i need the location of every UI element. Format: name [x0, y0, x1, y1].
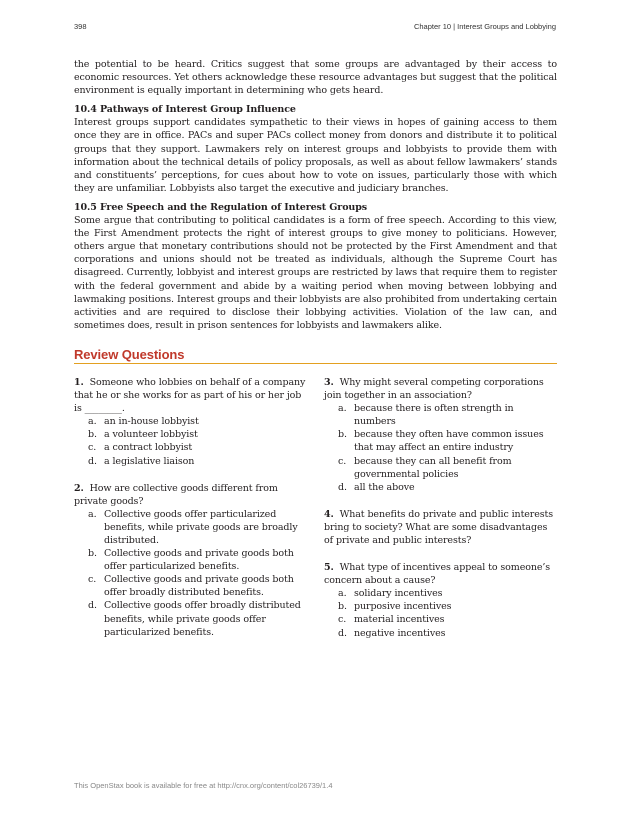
answer-choice — [88, 455, 307, 468]
section-body: Interest groups support candidates sympathetic to their views in hopes of gaining access to them once they are in office. PACs and super PACs collect money from donors and distribute it to political groups that they support. Lawmakers rely on interest groups and lobbyists to provide them with information about the technical details of policy proposals, as well as about fellow lawmakers’ stands and constituents’ perceptions, for cues about how to vote on issues, particularly those with which they are unfamiliar. Lobbyists also target the executive and judiciary branches. — [74, 117, 557, 194]
question-text: How are collective goods different from private goods? — [74, 482, 278, 507]
answer-choice — [338, 455, 557, 481]
question-stem — [74, 376, 307, 415]
choice-letter: b. — [88, 429, 97, 441]
answer-choice — [338, 627, 557, 640]
choice-text: Collective goods and private goods both offer broadly distributed benefits. — [104, 574, 294, 599]
choice-list — [74, 415, 307, 467]
choice-letter: b. — [338, 601, 347, 613]
answer-choice — [88, 573, 307, 599]
section-heading: 10.5 Free Speech and the Regulation of Interest Groups — [74, 201, 368, 213]
answer-choice — [338, 402, 557, 428]
answer-choice — [338, 481, 557, 494]
left-column — [74, 376, 307, 654]
choice-letter: d. — [338, 627, 347, 639]
choice-text: because there is often strength in numbers — [354, 403, 514, 428]
question-number: 5. — [324, 562, 334, 574]
choice-text: a legislative liaison — [104, 455, 195, 467]
section-pathways — [74, 103, 557, 195]
section-free-speech — [74, 201, 557, 332]
question-number: 2. — [74, 482, 84, 494]
choice-letter: a. — [338, 588, 347, 600]
choice-letter: a. — [88, 416, 97, 428]
question-stem — [324, 561, 557, 587]
page-content — [74, 58, 557, 654]
choice-text: purposive incentives — [354, 601, 452, 613]
choice-text: solidary incentives — [354, 588, 443, 600]
choice-letter: d. — [338, 481, 347, 493]
choice-text: Collective goods and private goods both offer particularized benefits. — [104, 548, 294, 573]
choice-text: Collective goods offer particularized benefits, while private goods are broadly distributed. — [104, 508, 298, 546]
choice-text: Collective goods offer broadly distributed benefits, while private goods offer particularized benefits. — [104, 600, 301, 638]
answer-choice — [88, 415, 307, 428]
choice-text: because they often have common issues that may affect an entire industry — [354, 429, 544, 454]
choice-text: a volunteer lobbyist — [104, 429, 198, 441]
footer-note: This OpenStax book is available for free at http://cnx.org/content/col26739/1.4 — [74, 781, 333, 790]
question-number: 3. — [324, 376, 334, 388]
answer-choice — [88, 599, 307, 638]
question-text: Why might several competing corporations join together in an association? — [324, 376, 544, 402]
choice-text: because they can all benefit from governmental policies — [354, 455, 512, 480]
right-column — [324, 376, 557, 654]
question-text: What benefits do private and public interests bring to society? What are some disadvantages of private and public interests? — [324, 508, 554, 546]
answer-choice — [338, 600, 557, 613]
answer-choice — [338, 587, 557, 600]
answer-choice — [338, 428, 557, 454]
choice-letter: c. — [88, 442, 97, 454]
choice-text: a contract lobbyist — [104, 442, 193, 454]
choice-text: negative incentives — [354, 627, 446, 639]
section-body: Some argue that contributing to political candidates is a form of free speech. According to this view, the First Amendment protects the right of interest groups to give money to politicians. However, others argue that monetary contributions should not be protected by the First Amendment and that corporations and unions should not be treated as individuals, although the Supreme Court has disagreed. Currently, lobbyist and interest groups are restricted by laws that require them to register with the federal government and abide by a waiting period when moving between lobbying and lawmaking positions. Interest groups and their lobbyists are also prohibited from undertaking certain activities and are required to disclose their lobbying activities. Violation of the law can, and sometimes does, result in prison sentences for lobbyists and lawmakers alike. — [74, 215, 557, 331]
review-question — [324, 508, 557, 547]
choice-letter: b. — [338, 429, 347, 441]
choice-letter: c. — [88, 574, 97, 586]
review-question — [324, 376, 557, 494]
page-number: 398 — [74, 22, 87, 31]
answer-choice — [88, 547, 307, 573]
review-question — [74, 482, 307, 639]
chapter-title: Chapter 10 | Interest Groups and Lobbying — [413, 22, 556, 31]
answer-choice — [338, 613, 557, 626]
review-question — [324, 561, 557, 640]
choice-list — [74, 508, 307, 639]
question-number: 4. — [324, 508, 334, 520]
question-text: Someone who lobbies on behalf of a company that he or she works for as part of his or her job is ________. — [74, 376, 306, 415]
choice-text: an in-house lobbyist — [104, 416, 199, 428]
choice-letter: d. — [88, 455, 97, 467]
question-text: What type of incentives appeal to someone’s concern about a cause? — [324, 562, 551, 587]
answer-choice — [88, 508, 307, 547]
choice-list — [324, 587, 557, 639]
choice-list — [324, 402, 557, 494]
choice-letter: a. — [338, 403, 347, 415]
choice-letter: c. — [338, 455, 347, 467]
question-stem — [324, 508, 557, 547]
question-stem — [324, 376, 557, 402]
review-questions — [74, 376, 557, 654]
question-stem — [74, 482, 307, 508]
question-number: 1. — [74, 376, 84, 388]
choice-letter: b. — [88, 548, 97, 560]
review-question — [74, 376, 307, 468]
answer-choice — [88, 428, 307, 441]
section-heading: 10.4 Pathways of Interest Group Influence — [74, 104, 296, 116]
choice-letter: a. — [88, 508, 97, 520]
choice-letter: c. — [338, 614, 347, 626]
choice-letter: d. — [88, 600, 97, 612]
intro-paragraph: the potential to be heard. Critics suggest that some groups are advantaged by their access to economic resources. Yet others acknowledge these resource advantages but suggest that the political environment is equally important in determining who gets heard. — [74, 59, 557, 97]
review-questions-heading: Review Questions — [74, 348, 557, 364]
choice-text: all the above — [354, 481, 415, 493]
choice-text: material incentives — [354, 614, 445, 626]
answer-choice — [88, 441, 307, 454]
